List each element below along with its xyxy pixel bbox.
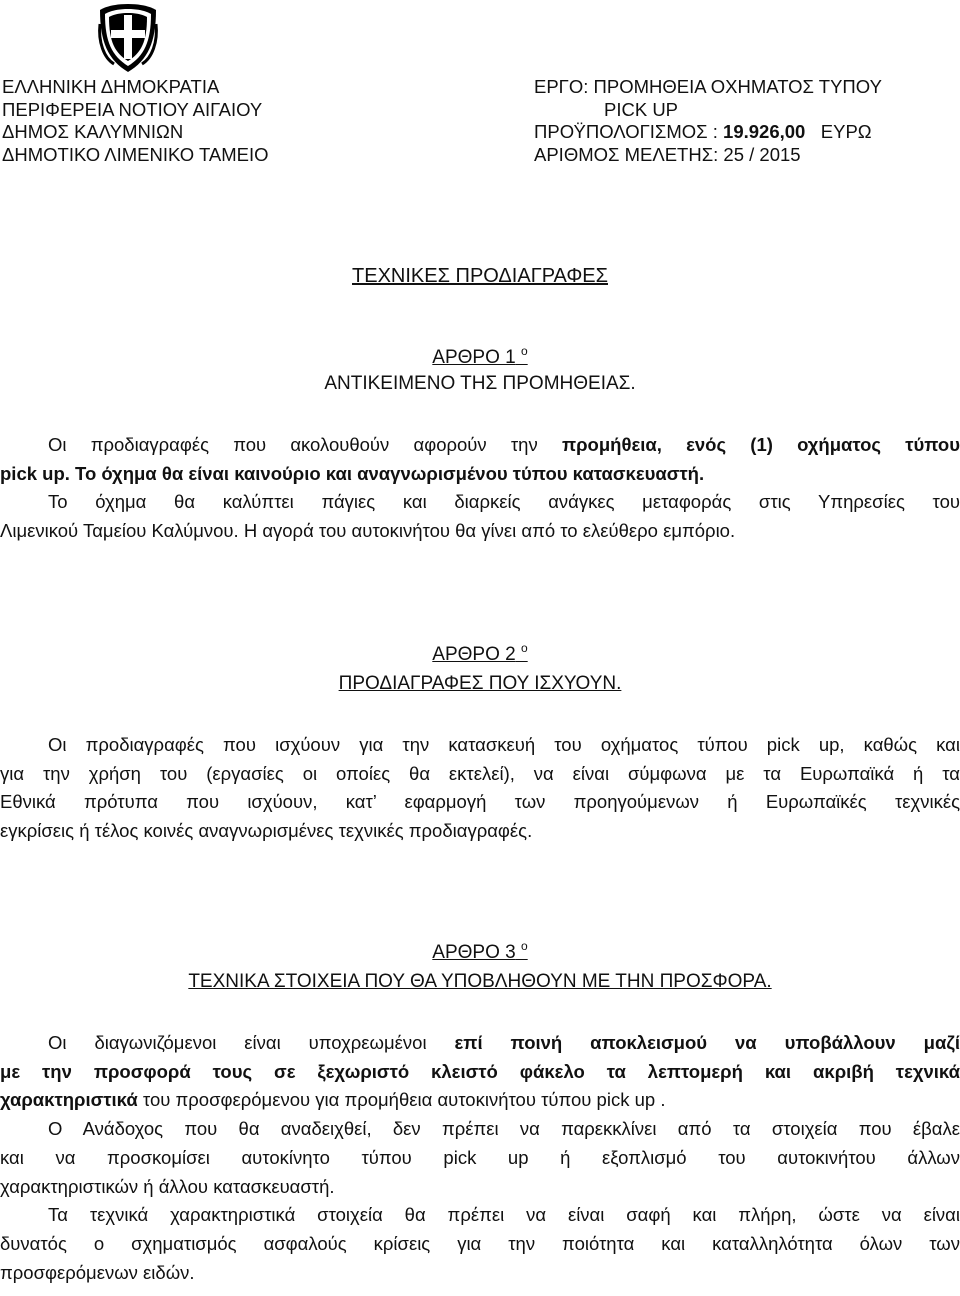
article1-heading-text: ΑΡΘΡΟ 1 [432, 347, 516, 368]
issuer-line: ΠΕΡΙΦΕΡΕΙΑ ΝΟΤΙΟΥ ΑΙΓΑΙΟΥ [2, 98, 263, 120]
text-line: Οι προδιαγραφές που ισχύουν για την κατασκευή του οχήματος τύπου pick up, καθώς και [48, 734, 960, 755]
text-line: Το όχημα θα καλύπτει πάγιες και διαρκείς ανάγκες μεταφοράς στις Υπηρεσίες του [48, 491, 960, 513]
text-line: εγκρίσεις ή τέλος κοινές αναγνωρισμένες τεχνικές προδιαγραφές. [0, 820, 533, 842]
issuer-line: ΔΗΜΟΤΙΚΟ ΛΙΜΕΝΙΚΟ ΤΑΜΕΙΟ [2, 143, 269, 165]
text-line: Εθνικά πρότυπα που ισχύουν, κατ’ εφαρμογή των προηγούμενων ή Ευρωπαϊκές τεχνικές [0, 791, 960, 813]
article1-paragraph [0, 431, 960, 546]
title-text: ΤΕΧΝΙΚΕΣ ΠΡΟΔΙΑΓΡΑΦΕΣ [352, 265, 608, 287]
article2-paragraph [0, 731, 960, 846]
issuer-block [2, 76, 442, 166]
text-line: προσφερόμενων ειδών. [0, 1261, 195, 1283]
article2-heading [0, 642, 960, 668]
study-value: 25 / 2015 [723, 143, 801, 165]
article3-heading [0, 940, 960, 966]
text-span: Οι προδιαγραφές που ακολουθούν αφορούν την [48, 434, 562, 455]
article2-sup: ο [521, 641, 528, 655]
budget-currency: ΕΥΡΩ [820, 121, 872, 142]
text-line [0, 1086, 960, 1115]
greek-emblem-icon [94, 2, 162, 74]
budget-label: ΠΡΟΫΠΟΛΟΓΙΣΜΟΣ : [534, 121, 724, 142]
article2-subtitle-text: ΠΡΟΔΙΑΓΡΑΦΕΣ ΠΟΥ ΙΣΧΥΟΥΝ. [338, 673, 622, 694]
text-line: με την προσφορά τους σε ξεχωριστό κλειστό φάκελο τα λεπτομερή και ακριβή τεχνικά [0, 1060, 960, 1082]
article3-subtitle [0, 969, 960, 995]
study-label: ΑΡΙΘΜΟΣ ΜΕΛΕΤΗΣ: [534, 143, 724, 165]
bold-span: χαρακτηριστικά [0, 1089, 138, 1111]
text-line: για την χρήση του (εργασίες οι οποίες θα εκτελεί), να είναι σύμφωνα με τα Ευρωπαϊκά ή τα [0, 762, 960, 784]
article1-sup: ο [521, 344, 528, 358]
text-line: και να προσκομίσει αυτοκίνητο τύπου pick up ή εξοπλισμό του αυτοκινήτου άλλων [0, 1146, 960, 1168]
project-title: ΕΡΓΟ: ΠΡΟΜΗΘΕΙΑ ΟΧΗΜΑΤΟΣ ΤΥΠΟΥ [534, 76, 882, 97]
bold-span: επί ποινή αποκλεισμού να υποβάλλουν μαζί [454, 1032, 960, 1053]
article3-subtitle-text: ΤΕΧΝΙΚΑ ΣΤΟΙΧΕΙΑ ΠΟΥ ΘΑ ΥΠΟΒΛΗΘΟΥΝ ΜΕ ΤΗΝ ΠΡΟΣΦΟΡΑ. [188, 971, 772, 992]
text-line: pick up. Το όχημα θα είναι καινούριο και αναγνωρισμένου τύπου κατασκευαστή. [0, 462, 705, 484]
text-line: Τα τεχνικά χαρακτηριστικά στοιχεία θα πρέπει να είναι σαφή και πλήρη, ώστε να είναι [48, 1204, 960, 1226]
document-title [0, 263, 960, 289]
text-line: χαρακτηριστικών ή άλλου κατασκευαστή. [0, 1175, 335, 1197]
article3-heading-text: ΑΡΘΡΟ 3 [432, 942, 516, 963]
text-line [0, 1029, 960, 1058]
text-line: Λιμενικού Ταμείου Καλύμνου. Η αγορά του αυτοκινήτου θα γίνει από το ελεύθερο εμπόριο. [0, 520, 736, 542]
text-span: του προσφερόμενου για προμήθεια αυτοκινήτου τύπου pick up . [137, 1089, 666, 1111]
article3-sup: ο [521, 939, 528, 953]
article3-paragraph [0, 1029, 960, 1287]
budget-line [534, 121, 960, 144]
article2-heading-text: ΑΡΘΡΟ 2 [432, 644, 516, 665]
text-span: Οι διαγωνιζόμενοι είναι υποχρεωμένοι [48, 1032, 455, 1053]
project-info-block [534, 76, 960, 166]
article2-subtitle [0, 671, 960, 697]
issuer-line: ΕΛΛΗΝΙΚΗ ΔΗΜΟΚΡΑΤΙΑ [2, 76, 220, 97]
budget-value: 19.926,00 [723, 121, 806, 142]
article1-heading [0, 345, 960, 371]
project-title-cont: PICK UP [604, 98, 679, 120]
article1-subtitle-text: ΑΝΤΙΚΕΙΜΕΝΟ ΤΗΣ ΠΡΟΜΗΘΕΙΑΣ. [324, 373, 636, 394]
study-line [534, 144, 960, 167]
bold-span: προμήθεια, ενός (1) οχήματος τύπου [561, 434, 960, 455]
text-line: δυνατός ο σχηματισμός ασφαλούς κρίσεις για την ποιότητα και καταλληλότητα όλων των [0, 1232, 960, 1254]
issuer-line: ΔΗΜΟΣ ΚΑΛΥΜΝΙΩΝ [2, 121, 184, 142]
article1-subtitle [0, 371, 960, 397]
text-line [0, 431, 960, 460]
text-line: Ο Ανάδοχος που θα αναδειχθεί, δεν πρέπει να παρεκκλίνει από τα στοιχεία που έβαλε [48, 1118, 960, 1140]
